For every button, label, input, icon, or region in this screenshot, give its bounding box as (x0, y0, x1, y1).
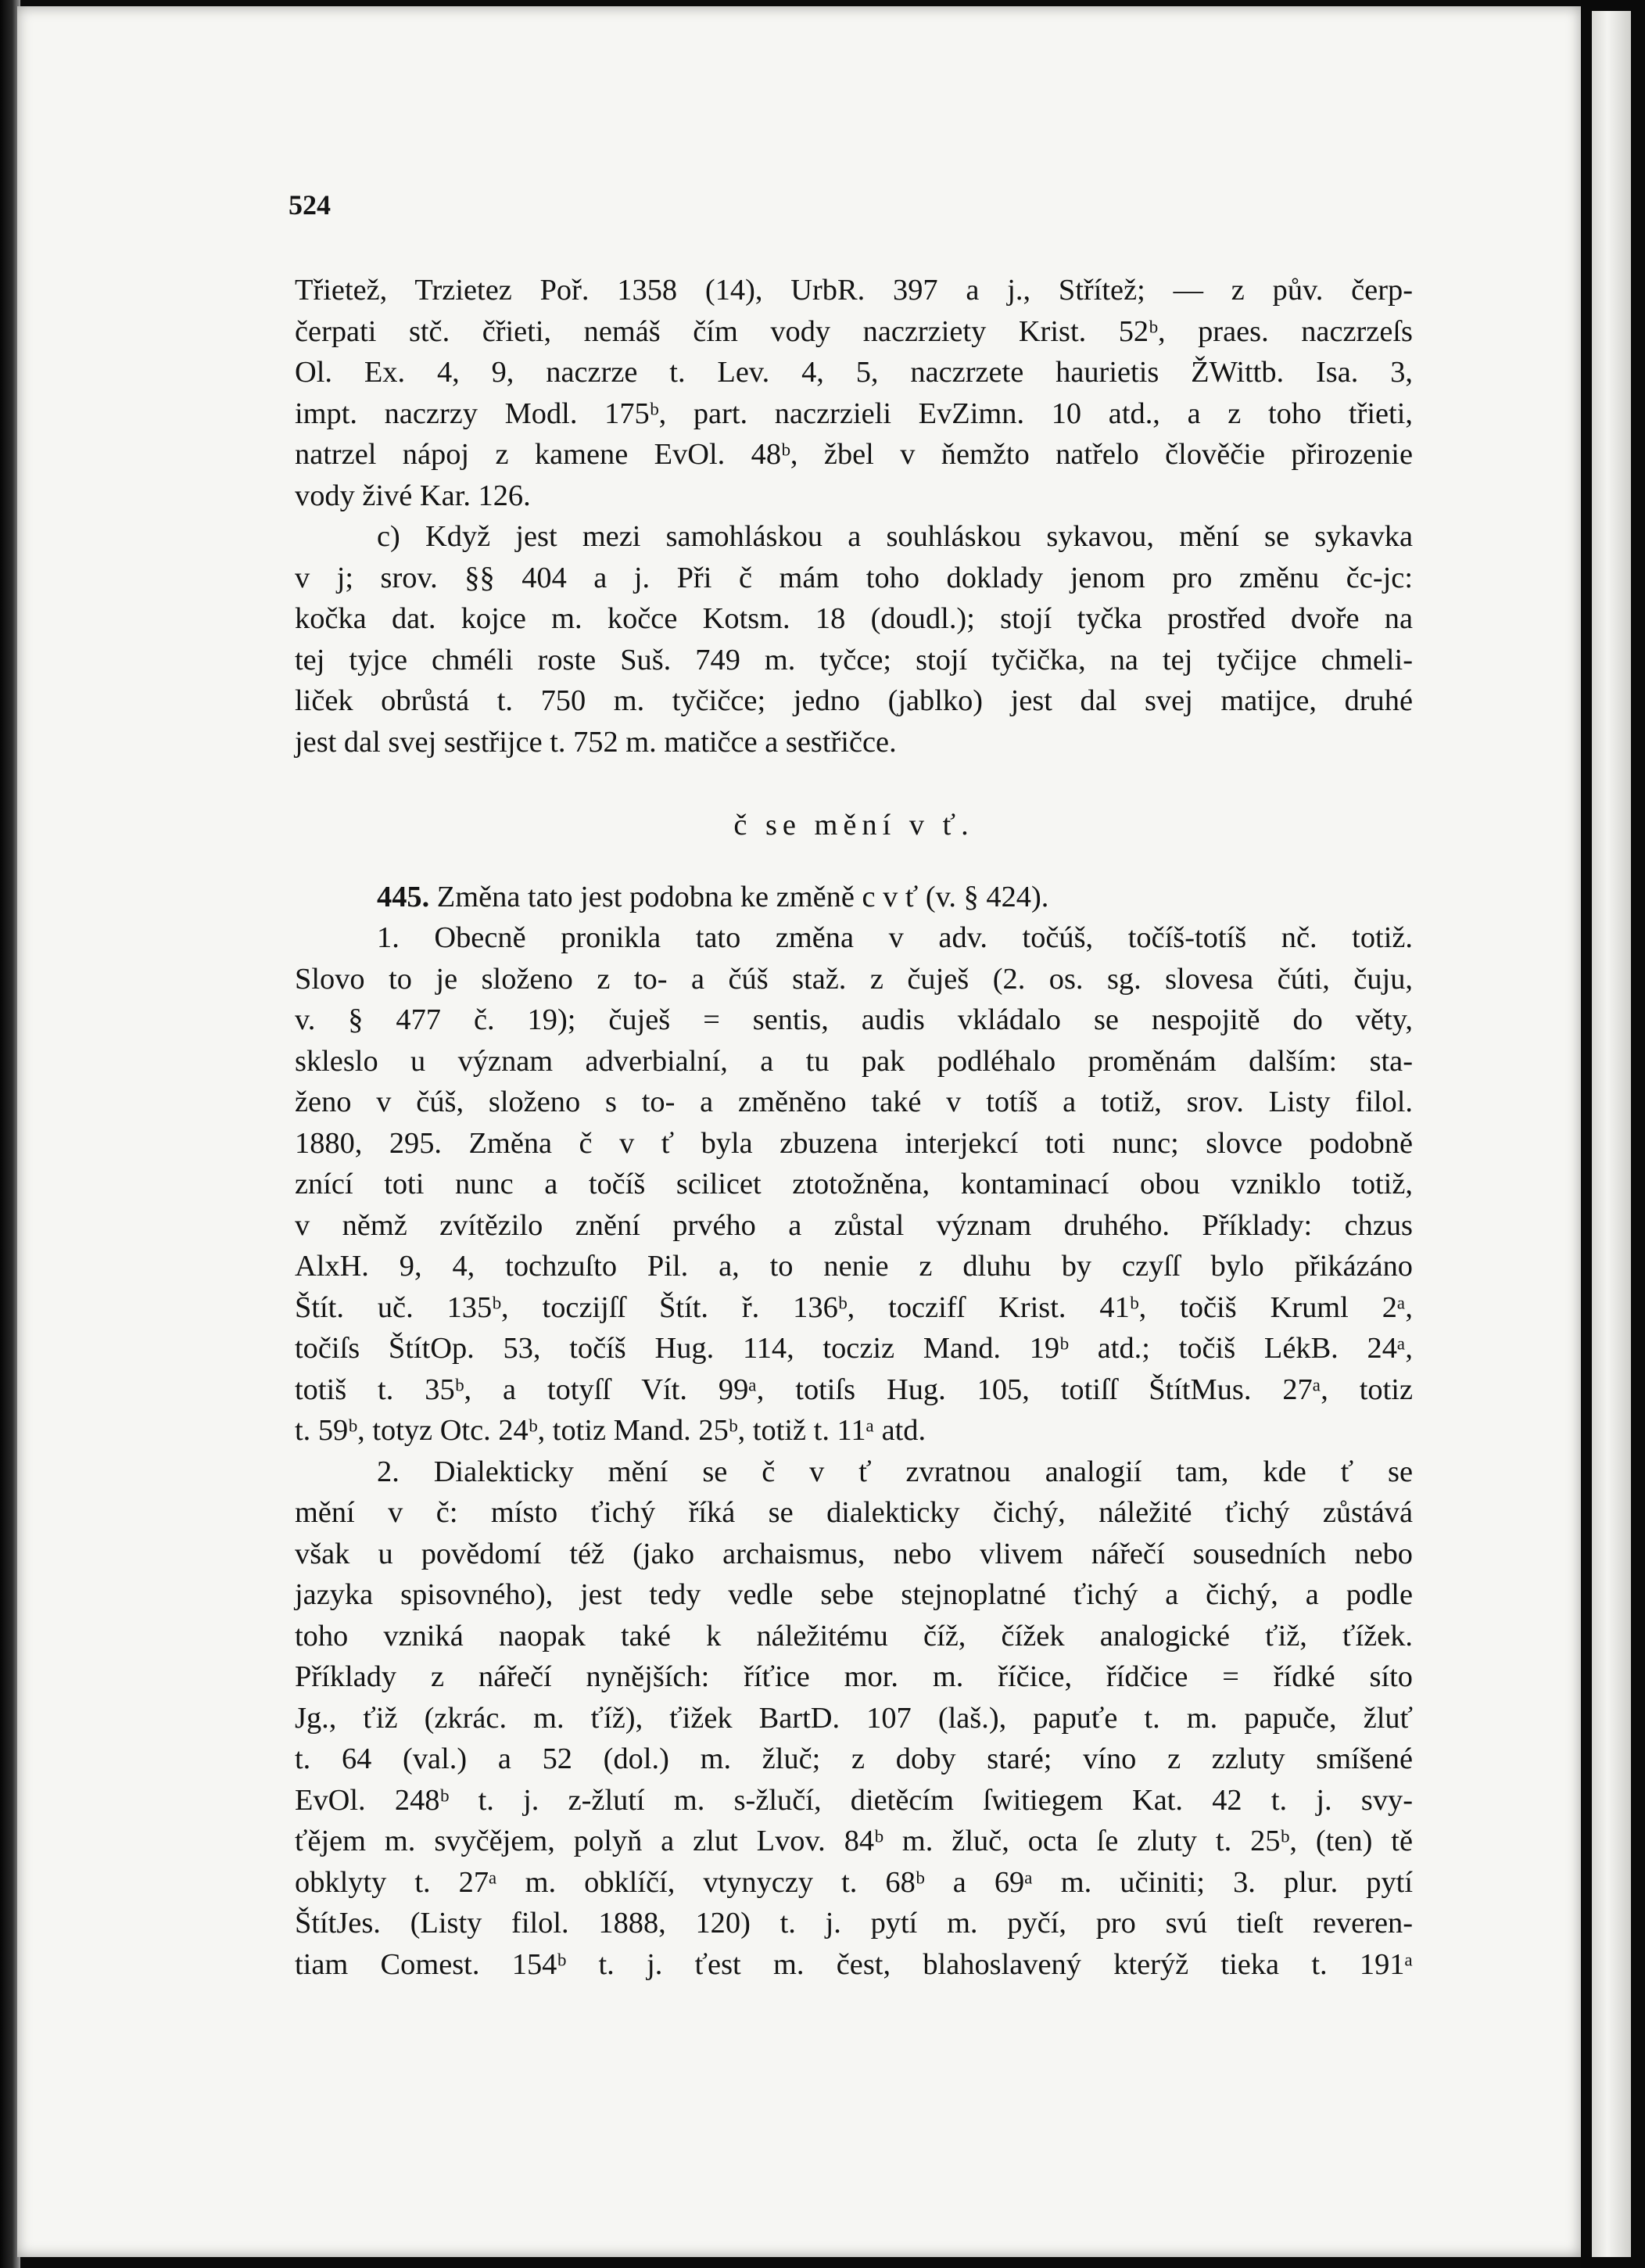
text-line: EvOl. 248ᵇ t. j. z-žlutí m. s-žlučí, dietěcím ſwitiegem Kat. 42 t. j. svy- (295, 1783, 1413, 1817)
text-line: však u povědomí též (jako archaismus, nebo vlivem nářečí sousedních nebo (295, 1537, 1413, 1570)
text-line: mění v č: místo ťichý říká se dialekticky čichý, náležité ťichý zůstává (295, 1496, 1413, 1529)
text-line: jazyka spisovného), jest tedy vedle sebe stejnoplatné ťichý a čichý, a podle (295, 1578, 1413, 1611)
text-line: jest dal svej sestřijce t. 752 m. matičce a sestřičce. (295, 725, 897, 759)
paragraph-445 (295, 877, 1413, 1986)
text-line: točiſs ŠtítOp. 53, točíš Hug. 114, tocziz Mand. 19ᵇ atd.; točiš LékB. 24ᵃ, (295, 1332, 1413, 1365)
text-line: natrzel nápoj z kamene EvOl. 48ᵇ, žbel v ňemžto natřelo člověčie přirozenie (295, 438, 1413, 471)
text-line: 1880, 295. Změna č v ť byla zbuzena interjekcí toti nunc; slovce podobně (295, 1126, 1413, 1160)
text-line (295, 877, 1413, 918)
text-line: totiš t. 35ᵇ, a totyſſ Vít. 99ᵃ, totiſs Hug. 105, totiſſ ŠtítMus. 27ᵃ, totiz (295, 1373, 1413, 1406)
next-page-edge (1592, 11, 1631, 2257)
text-line: obklyty t. 27ᵃ m. obklíčí, vtynyczy t. 68ᵇ a 69ᵃ m. učiniti; 3. plur. pytí (295, 1865, 1413, 1899)
text-line: v j; srov. §§ 404 a j. Při č mám toho doklady jenom pro změnu čc-jc: (295, 561, 1413, 594)
text-line: Štít. uč. 135ᵇ, toczijſſ Štít. ř. 136ᵇ, toczifſ Krist. 41ᵇ, točiš Kruml 2ᵃ, (295, 1290, 1413, 1324)
text-line: 1. Obecně pronikla tato změna v adv. točúš, točíš-totíš nč. totiž. (377, 921, 1413, 954)
text-line: znící toti nunc a točíš scilicet ztotožněna, kontaminací obou vzniklo totiž, (295, 1168, 1413, 1200)
text-line: v. § 477 č. 19); čuješ = sentis, audis vkládalo se nespojitě do věty, (295, 1003, 1413, 1036)
text-line: 2. Dialekticky mění se č v ť zvratnou analogií tam, kde ť se (377, 1455, 1413, 1488)
text-line: skleslo u význam adverbialní, a tu pak podléhalo proměnám dalším: sta- (295, 1044, 1413, 1078)
paragraph-continuation (295, 270, 1413, 516)
text-line: impt. naczrzy Modl. 175ᵇ, part. naczrzieli EvZimn. 10 atd., a z toho třieti, (295, 397, 1413, 430)
paragraph-c (295, 516, 1413, 763)
text-line: kočka dat. kojce m. kočce Kotsm. 18 (doudl.); stojí tyčka prostřed dvoře na (295, 602, 1413, 635)
text-line: ženo v čúš, složeno s to- a změněno také v totíš a totiž, srov. Listy filol. (295, 1086, 1413, 1118)
text-line: Slovo to je složeno z to- a čúš staž. z čuješ (2. os. sg. slovesa čúti, čuju, (295, 962, 1413, 996)
text-line: AlxH. 9, 4, tochzuſto Pil. a, to nenie z dluhu by czyſſ bylo přikázáno (295, 1250, 1413, 1283)
text-line: t. 64 (val.) a 52 (dol.) m. žluč; z doby staré; víno z zzluty smíšené (295, 1742, 1413, 1775)
text-line: čerpati stč. čřieti, nemáš čím vody naczrziety Krist. 52ᵇ, praes. naczrzeſs (295, 314, 1413, 348)
text-line: Jg., ťiž (zkrác. m. ťíž), ťižek BartD. 107 (laš.), papuťe t. m. papuče, žluť (295, 1701, 1413, 1735)
text-line: Ol. Ex. 4, 9, naczrze t. Lev. 4, 5, naczrzete haurietis ŽWittb. Isa. 3, (295, 356, 1413, 389)
text-line: ŠtítJes. (Listy filol. 1888, 120) t. j. pytí m. pyčí, pro svú tieſt reveren- (295, 1907, 1413, 1940)
text-line-content: Změna tato jest podobna ke změně c v ť (v. § 424). (436, 880, 1049, 913)
text-line: tiam Comest. 154ᵇ t. j. ťest m. čest, blahoslavený kterýž tieka t. 191ᵃ (295, 1947, 1413, 1981)
text-line: toho vzniká naopak také k náležitému číž, čížek analogické ťiž, ťížek. (295, 1619, 1413, 1653)
page-text (289, 185, 1413, 1985)
paragraph-number: 445. (377, 880, 430, 913)
text-line: Příklady z nářečí nynějších: říťice mor. m. říčice, řídčice = řídké síto (295, 1660, 1413, 1693)
text-line: vody živé Kar. 126. (295, 479, 531, 512)
text-line: liček obrůstá t. 750 m. tyčičce; jedno (jablko) jest dal svej matijce, druhé (295, 684, 1413, 717)
page-number: 524 (289, 189, 331, 221)
text-line: v němž zvítězilo znění prvého a zůstal význam druhého. Příklady: chzus (295, 1208, 1413, 1242)
text-line: t. 59ᵇ, totyz Otc. 24ᵇ, totiz Mand. 25ᵇ, totiž t. 11ᵃ atd. (295, 1414, 926, 1447)
text-line: Třietež, Trzietez Poř. 1358 (14), UrbR. 397 a j., Střítež; — z pův. čerp- (295, 274, 1413, 307)
text-line: tej tyjce chméli roste Suš. 749 m. tyčce; stojí tyčička, na tej tyčijce chmeli- (295, 643, 1413, 676)
text-line: ťějem m. svyčějem, polyň a zlut Lvov. 84ᵇ m. žluč, octa ſe zluty t. 25ᵇ, (ten) tě (295, 1825, 1413, 1857)
section-heading: č se mění v ť. (733, 809, 974, 842)
text-line: c) Když jest mezi samohláskou a souhláskou sykavou, mění se sykavka (377, 520, 1413, 553)
